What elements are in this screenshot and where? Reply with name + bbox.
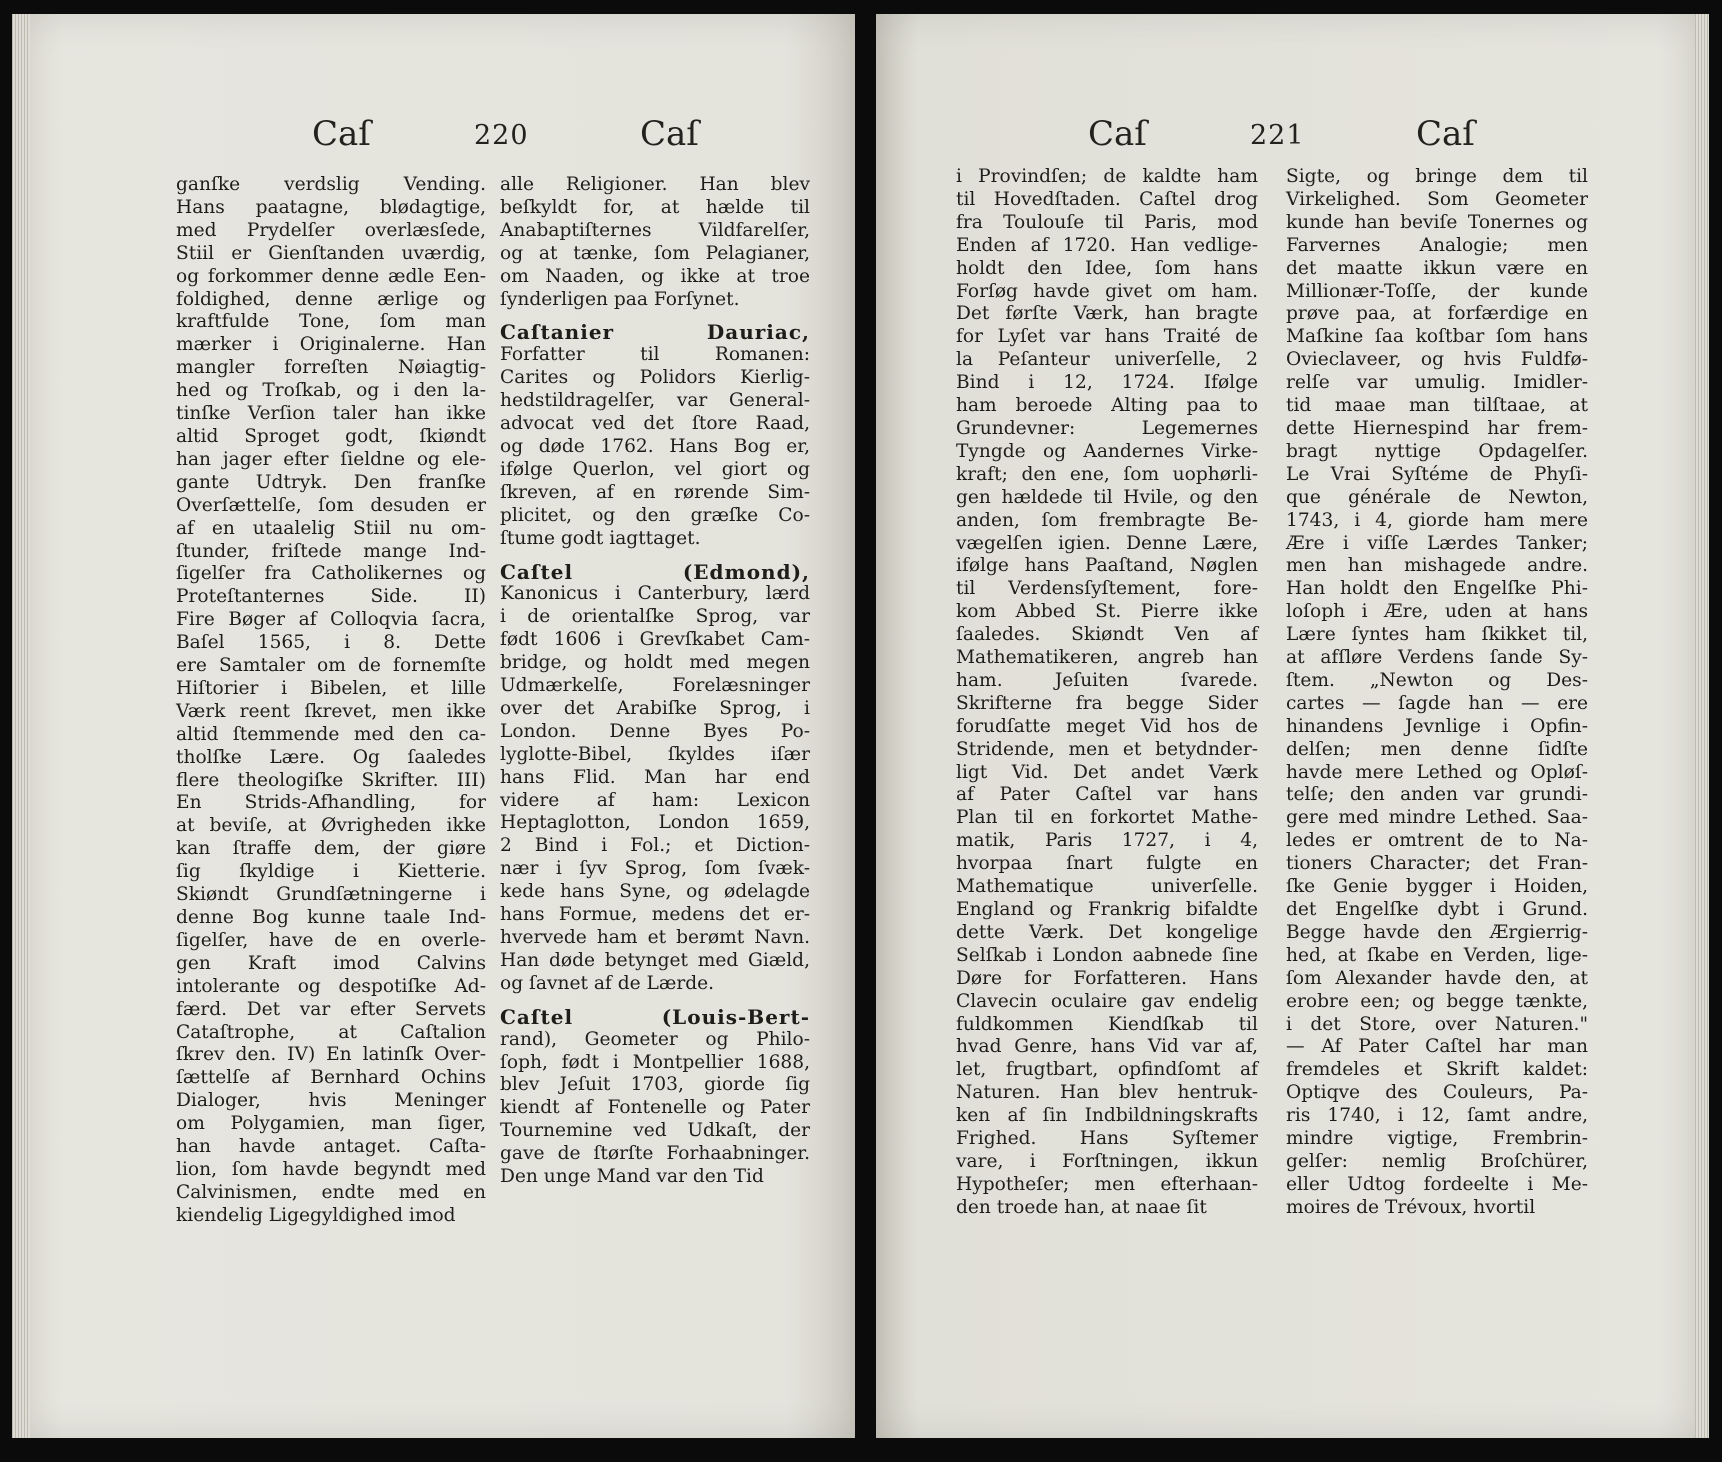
text-line: Grundevner: Legemernes <box>956 417 1258 439</box>
text-line: kraftfulde Tone, ſom man <box>176 311 486 333</box>
text-line: Hans paatagne, blødagtige, <box>176 196 486 218</box>
text-line: dette Hiernespind har frem- <box>1286 417 1588 439</box>
text-line: Forfatter til Romanen: <box>500 344 810 366</box>
text-line: til Hovedſtaden. Caſtel drog <box>956 188 1258 210</box>
text-line: kiendelig Ligegyldighed imod <box>176 1204 456 1226</box>
text-line: beſkyldt for, at hælde til <box>500 196 810 218</box>
text-line: at afſløre Verdens ſande Sy- <box>1286 647 1588 669</box>
text-line: Clavecin oculaire gav endelig <box>956 990 1258 1012</box>
running-head-right: Caſ <box>640 114 699 154</box>
text-line: Farvernes Analogie; men <box>1286 234 1588 256</box>
text-line: tholſke Lære. Og ſaaledes <box>176 746 486 768</box>
text-line: ſigelſer fra Catholikernes og <box>176 563 486 585</box>
text-line: la Peſanteur univerſelle, 2 <box>956 349 1258 371</box>
text-line: og at tænke, ſom Pelagianer, <box>500 242 810 264</box>
text-line: Begge havde den Ærgierrig- <box>1286 921 1588 943</box>
text-line: gante Udtryk. Den franſke <box>176 471 486 493</box>
text-line: fuldkommen Kiendſkab til <box>956 1013 1258 1035</box>
page-right <box>876 14 1709 1438</box>
text-line: Calvinismen, endte med en <box>176 1181 486 1203</box>
text-line: ifølge Querlon, vel giort og <box>500 458 810 480</box>
text-line: Overſættelſe, ſom desuden er <box>176 494 486 516</box>
text-line: let, frugtbart, opfindſomt af <box>956 1059 1258 1081</box>
text-line: hans Flid. Man har end <box>500 766 810 788</box>
text-line: af Pater Caſtel var hans <box>956 784 1258 806</box>
text-line: i Provindſen; de kaldte ham <box>956 166 1258 187</box>
text-line: hed og Troſkab, og i den la- <box>176 380 486 402</box>
text-line: kiendt af Fontenelle og Pater <box>500 1097 810 1119</box>
text-line: hvervede ham et berømt Navn. <box>500 927 810 948</box>
page-number: 221 <box>1250 120 1305 151</box>
text-line: ſtume godt iagttaget. <box>500 527 701 549</box>
text-line: alle Religioner. Han blev <box>500 174 810 195</box>
text-line: kan ſtraffe dem, der giøre <box>176 838 486 860</box>
text-line: advocat ved det ſtore Raad, <box>500 413 810 435</box>
text-line: hedstildragelſer, var General- <box>500 390 810 412</box>
text-line: ken af ſin Indbildningskrafts <box>956 1105 1258 1127</box>
text-line: Den unge Mand var den Tid <box>500 1166 764 1188</box>
text-line: Maſkine ſaa koſtbar ſom hans <box>1286 326 1588 348</box>
text-line: Naturen. Han blev hentruk- <box>956 1082 1258 1104</box>
text-line: ifølge hans Paaſtand, Nøglen <box>956 555 1258 577</box>
text-line: ere Samtaler om de fornemſte <box>176 655 486 677</box>
text-line: det Engelſke dybt i Grund. <box>1286 899 1588 920</box>
entry-headword-line: Caſtel (Edmond), <box>500 559 810 584</box>
text-line: plicitet, og den græſke Co- <box>500 504 810 526</box>
text-line: forudſatte meget Vid hos de <box>956 715 1258 737</box>
text-line: kom Abbed St. Pierre ikke <box>956 601 1258 623</box>
text-line: Virkelighed. Som Geometer <box>1286 188 1588 210</box>
text-line: lion, ſom havde begyndt med <box>176 1158 486 1180</box>
text-line: Carites og Polidors Kierlig- <box>500 367 810 389</box>
text-line: og forkommer denne ædle Een- <box>176 265 486 287</box>
text-line: hinandens Jevnlige i Opfin- <box>1286 715 1588 737</box>
text-line: bragt nyttige Opdagelſer. <box>1286 440 1588 462</box>
text-line: anden, ſom frembragte Be- <box>956 509 1258 531</box>
text-line: Han døde betynget med Giæld, <box>500 949 810 971</box>
text-line: Anabaptiſternes Vildfarelſer, <box>500 219 810 241</box>
text-line: Hypotheſer; men efterhaan- <box>956 1173 1258 1195</box>
text-line: blev Jeſuit 1703, giorde ſig <box>500 1074 810 1096</box>
text-line: Optiqve des Couleurs, Pa- <box>1286 1082 1588 1104</box>
text-line: han jager efter ſieldne og ele- <box>176 448 486 470</box>
text-line: erobre een; og begge tænkte, <box>1286 990 1588 1012</box>
text-line: London. Denne Byes Po- <box>500 720 810 742</box>
text-line: rand), Geometer og Philo- <box>500 1028 810 1050</box>
text-line: i de orientalſke Sprog, var <box>500 606 810 628</box>
text-line: til Verdensſyſtement, fore- <box>956 578 1258 600</box>
text-column-left <box>176 174 486 1228</box>
text-line: Forſøg havde givet om ham. <box>956 280 1258 302</box>
text-line: altid Sproget godt, ſkiøndt <box>176 425 486 447</box>
text-line: — Af Pater Caſtel har man <box>1286 1036 1588 1058</box>
text-line: Lære ſyntes ham ſkikket til, <box>1286 624 1588 646</box>
text-line: que générale de Newton, <box>1286 486 1588 508</box>
text-line: gere med mindre Lethed. Saa- <box>1286 807 1588 829</box>
text-line: Stiil er Gienſtanden uværdig, <box>176 242 486 264</box>
text-line: Dialoger, hvis Meninger <box>176 1090 486 1112</box>
text-line: nær i ſyv Sprog, ſom ſvæk- <box>500 858 810 880</box>
text-line: Kanonicus i Canterbury, lærd <box>500 583 810 605</box>
text-column-right <box>500 174 810 1189</box>
entry-headword-line: Caſtel (Louis-Bert- <box>500 1004 810 1029</box>
text-line: om Polygamien, man ſiger, <box>176 1113 486 1135</box>
text-line: 2 Bind i Fol.; et Diction- <box>500 835 810 857</box>
text-line: moires de Trévoux, hvortil <box>1286 1196 1536 1218</box>
text-line: foldighed, denne ærlige og <box>176 288 486 310</box>
text-line: vare, i Forſtningen, ikkun <box>956 1150 1258 1172</box>
text-line: Proteſtanternes Side. II) <box>176 586 486 608</box>
text-line: af en utaalelig Stiil nu om- <box>176 517 486 539</box>
text-line: flere theologiſke Skrifter. III) <box>176 769 486 791</box>
page-left <box>12 14 855 1438</box>
text-line: prøve paa, at forfærdige en <box>1286 303 1588 325</box>
text-line: Millionær-Toſſe, der kunde <box>1286 280 1588 302</box>
text-line: Baſel 1565, i 8. Dette <box>176 632 486 654</box>
text-column-right <box>1286 166 1588 1220</box>
text-line: Bind i 12, 1724. Ifølge <box>956 372 1258 394</box>
text-line: kunde han beviſe Tonernes og <box>1286 211 1588 233</box>
text-line: Plan til en forkortet Mathe- <box>956 807 1258 829</box>
text-line: Enden af 1720. Han vedlige- <box>956 234 1258 256</box>
text-line: Ovieclaveer, og hvis Fuldfø- <box>1286 349 1588 371</box>
text-line: ſættelſe af Bernhard Ochins <box>176 1067 486 1089</box>
text-line: og ſavnet af de Lærde. <box>500 972 715 994</box>
page-header <box>12 114 855 164</box>
text-line: født 1606 i Grevſkabet Cam- <box>500 629 810 651</box>
text-line: Mathematique univerſelle. <box>956 876 1258 898</box>
text-line: ledes er omtrent de to Na- <box>1286 830 1588 852</box>
text-line: altid ſtemmende med den ca- <box>176 723 486 745</box>
text-line: Han holdt den Engelſke Phi- <box>1286 578 1588 600</box>
text-line: ſoph, født i Montpellier 1688, <box>500 1051 810 1073</box>
text-line: intolerante og despotiſke Ad- <box>176 975 486 997</box>
text-line: Tyngde og Aandernes Virke- <box>956 440 1258 462</box>
text-line: gave de ſtørſte Forhaabninger. <box>500 1143 810 1165</box>
text-line: ſke Genie bygger i Hoiden, <box>1286 876 1588 898</box>
text-line: ſom Alexander havde den, at <box>1286 967 1588 989</box>
text-line: Ære i viſſe Lærdes Tanker; <box>1286 532 1588 554</box>
text-line: ſkrev den. IV) En latinſk Over- <box>176 1044 486 1066</box>
text-line: over det Arabiſke Sprog, i <box>500 697 810 719</box>
text-line: den troede han, at naae ſit <box>956 1196 1207 1218</box>
text-line: kede hans Syne, og ødelagde <box>500 881 810 903</box>
text-line: England og Frankrig bifaldte <box>956 899 1258 920</box>
text-line: mindre vigtige, Frembrin- <box>1286 1128 1588 1150</box>
text-line: ſaaledes. Skiøndt Ven af <box>956 624 1258 646</box>
running-head-left: Caſ <box>312 114 371 154</box>
text-line: Skrifterne fra begge Sider <box>956 692 1258 714</box>
text-line: hvorpaa ſnart fulgte en <box>956 853 1258 875</box>
text-line: han havde antaget. Caſta- <box>176 1136 486 1158</box>
text-column-left <box>956 166 1258 1220</box>
text-line: matik, Paris 1727, i 4, <box>956 830 1258 852</box>
text-line: holdt den Idee, ſom hans <box>956 257 1258 279</box>
entry-headword-line: Caſtanier Dauriac, <box>500 320 810 345</box>
text-line: Tournemine ved Udkaſt, der <box>500 1120 810 1142</box>
text-line: delſen; men denne ſidſte <box>1286 738 1588 760</box>
text-line: Udmærkelſe, Forelæsninger <box>500 675 810 697</box>
text-line: gen hældede til Hvile, og den <box>956 486 1258 508</box>
text-line: ſtunder, friſtede mange Ind- <box>176 540 486 562</box>
text-line: at beviſe, at Øvrigheden ikke <box>176 815 486 837</box>
text-line: Skiøndt Grundſætningerne i <box>176 884 486 906</box>
text-line: Fire Bøger af Colloqvia ſacra, <box>176 609 486 631</box>
text-line: ham. Jeſuiten ſvarede. <box>956 669 1258 691</box>
text-line: og døde 1762. Hans Bog er, <box>500 435 810 457</box>
text-line: ſig ſkyldige i Kietterie. <box>176 861 486 883</box>
text-line: mangler forreſten Nøiagtig- <box>176 357 486 379</box>
text-line: det maatte ikkun være en <box>1286 257 1588 279</box>
text-line: Det førſte Værk, han bragte <box>956 303 1258 325</box>
text-line: Værk reent ſkrevet, men ikke <box>176 700 486 722</box>
text-line: videre af ham: Lexicon <box>500 789 810 811</box>
text-line: for Lyſet var hans Traité de <box>956 326 1258 348</box>
text-line: Heptaglotton, London 1659, <box>500 812 810 834</box>
text-line: tinſke Verſion taler han ikke <box>176 403 486 425</box>
text-line: tioners Character; det Fran- <box>1286 853 1588 875</box>
text-line: loſoph i Ære, uden at hans <box>1286 601 1588 623</box>
text-line: Mathematikeren, angreb han <box>956 647 1258 669</box>
text-line: i det Store, over Naturen." <box>1286 1013 1588 1035</box>
running-head-right: Caſ <box>1416 114 1475 154</box>
text-line: kraft; den ene, ſom uophørli- <box>956 463 1258 485</box>
text-line: ganſke verdslig Vending. <box>176 174 486 195</box>
text-line: ſigelſer, have de en overle- <box>176 929 486 951</box>
text-line: vægelſen igien. Denne Lære, <box>956 532 1258 554</box>
text-line: relſe var umulig. Imidler- <box>1286 372 1588 394</box>
text-line: tid maae man tilſtaae, at <box>1286 395 1588 417</box>
page-number: 220 <box>474 120 529 151</box>
text-line: hed, at ſkabe en Verden, lige- <box>1286 944 1588 966</box>
text-line: om Naaden, og ikke at troe <box>500 265 810 287</box>
text-line: eller Udtog fordeelte i Me- <box>1286 1173 1588 1195</box>
text-line: ham beroede Alting paa to <box>956 395 1258 417</box>
text-line: ligt Vid. Det andet Værk <box>956 761 1258 783</box>
text-line: Hiſtorier i Bibelen, et lille <box>176 677 486 699</box>
text-line: Frighed. Hans Syſtemer <box>956 1128 1258 1150</box>
text-line: Sigte, og bringe dem til <box>1286 166 1588 187</box>
text-line: ſynderligen paa Forſynet. <box>500 288 740 310</box>
text-line: Cataſtrophe, at Caſtalion <box>176 1021 486 1043</box>
text-line: mærker i Originalerne. Han <box>176 334 486 356</box>
text-line: Selſkab i London aabnede ſine <box>956 944 1258 966</box>
text-line: En Strids-Afhandling, for <box>176 792 486 814</box>
text-line: med Prydelſer overlæsſede, <box>176 219 486 241</box>
text-line: Le Vrai Syſtéme de Phyſi- <box>1286 463 1588 485</box>
text-line: telſe; den anden var grundi- <box>1286 784 1588 806</box>
text-line: dette Værk. Det kongelige <box>956 921 1258 943</box>
text-line: men han mishagede andre. <box>1286 555 1588 577</box>
text-line: fra Toulouſe til Paris, mod <box>956 211 1258 233</box>
text-line: 1743, i 4, giorde ham mere <box>1286 509 1588 531</box>
text-line: ris 1740, i 12, ſamt andre, <box>1286 1105 1588 1127</box>
text-line: hvad Genre, hans Vid var af, <box>956 1036 1258 1058</box>
text-line: Stridende, men et betydnder- <box>956 738 1258 760</box>
text-line: cartes — ſagde han — ere <box>1286 692 1588 714</box>
text-line: Døre for Forfatteren. Hans <box>956 967 1258 989</box>
text-line: gelſer: nemlig Broſchürer, <box>1286 1150 1588 1172</box>
text-line: ſkreven, af en rørende Sim- <box>500 481 810 503</box>
text-line: gen Kraft imod Calvins <box>176 952 486 974</box>
text-line: lyglotte-Bibel, ſkyldes iſær <box>500 743 810 765</box>
text-line: hans Formue, medens det er- <box>500 904 810 926</box>
text-line: denne Bog kunne taale Ind- <box>176 907 486 928</box>
text-line: havde mere Lethed og Opløſ- <box>1286 761 1588 783</box>
text-line: færd. Det var efter Servets <box>176 998 486 1020</box>
text-line: bridge, og holdt med megen <box>500 652 810 674</box>
page-header <box>876 114 1709 164</box>
text-line: fremdeles et Skrift kaldet: <box>1286 1059 1588 1081</box>
running-head-left: Caſ <box>1088 114 1147 154</box>
text-line: ſtem. „Newton og Des- <box>1286 669 1588 691</box>
